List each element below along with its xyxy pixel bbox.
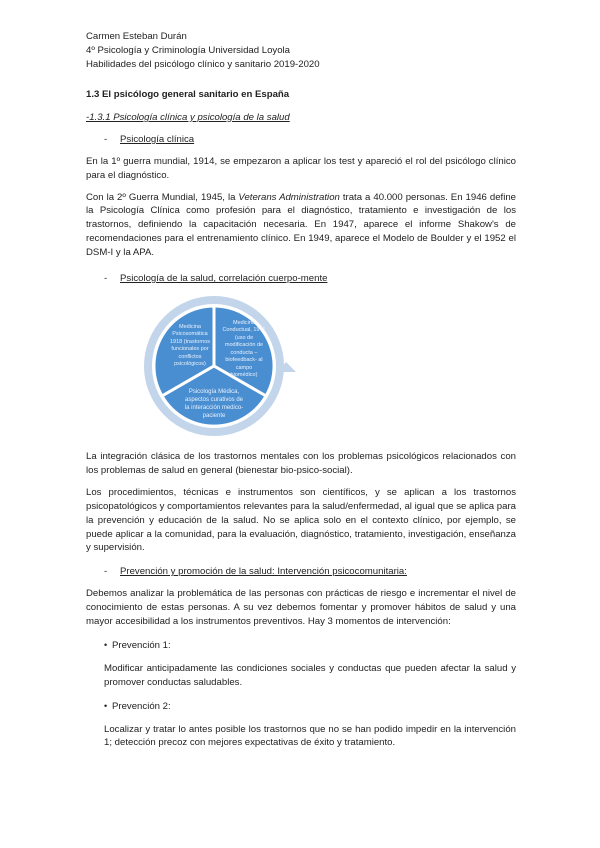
bullet-prevention-2	[86, 700, 516, 714]
bullet-prevention-1	[86, 639, 516, 653]
list-item-prevention	[86, 565, 516, 579]
paragraph-ww1: En la 1º guerra mundial, 1914, se empezaron a aplicar los test y apareció el rol del psicólogo clínico para el diagnóstico.	[86, 155, 516, 181]
segment-text-medical: Psicología Médica, aspectos curativos de la interacción medico-paciente	[184, 388, 244, 420]
list-item-health	[86, 272, 516, 286]
paragraph-integration: La integración clásica de los trastornos mentales con los problemas psicológicos relacionados con los problemas de salud en general (bienestar bio-psico-social).	[86, 450, 516, 476]
author-line: Carmen Esteban Durán	[86, 31, 187, 42]
veterans-administration: Veterans Administration	[238, 191, 340, 203]
segment-text-psychosomatic: Medicina Psicosomática 1918 (trastornos funcionales por conflictos psicológicos)	[169, 323, 211, 368]
bullet-marker: •	[104, 700, 108, 711]
subject-line: Habilidades del psicólogo clínico y sanitario 2019-2020	[86, 59, 320, 70]
dash-marker: -	[104, 566, 108, 578]
course-line: 4º Psicología y Criminología Universidad Loyola	[86, 45, 291, 56]
dash-marker: -	[104, 133, 108, 145]
bullet-title-prevention-2: Prevención 2:	[112, 700, 171, 712]
paragraph-ww2	[86, 191, 516, 261]
paragraph-procedures: Los procedimientos, técnicas e instrumentos son científicos, y se aplican a los trastornos psicopatológicos y comportamientos relevantes para la salud/enfermedad, al igual que se aplica para la prevención y educación de la salud. No se aplica solo en el contexto clínico, por ejemplo, se puede aplicar a la comunidad, para la evaluación, diagnóstico, tratamiento, investigación, enseñanza y supervisión.	[86, 486, 516, 554]
bullet-title-prevention-1: Prevención 1:	[112, 639, 171, 651]
document-header	[86, 30, 516, 72]
subsection-title: -1.3.1 Psicología clínica y psicología de la salud	[86, 111, 290, 123]
item-title-prevention: Prevención y promoción de la salud: Intervención psicocomunitaria:	[120, 566, 407, 578]
item-title-clinical: Psicología clínica	[120, 133, 195, 145]
list-item-clinical	[86, 133, 516, 147]
bullet-text-prevention-1: Modificar anticipadamente las condiciones sociales y conductas que pueden afectar la salud y promover conductas saludables.	[104, 662, 516, 688]
bullet-marker: •	[104, 639, 108, 650]
paragraph-prevention: Debemos analizar la problemática de las personas con prácticas de riesgo e incrementar el nivel de conocimiento de estas personas. A su vez debemos fomentar y promover hábitos de salud y una mayor accesibilidad a los instrumentos preventivos. Hay 3 momentos de intervención:	[86, 588, 516, 628]
document-page	[86, 30, 516, 750]
bullet-text-prevention-2: Localizar y tratar lo antes posible los trastornos que no se han podido impedir en la intervención 1; detección precoz con mejores expectativas de éxito y tratamiento.	[104, 723, 516, 749]
segment-text-behavioral: Medicina Conductual, 1971 (uso de modificación de conducta – biofeedback- al campo biomédico)	[222, 319, 266, 378]
item-title-health: Psicología de la salud, correlación cuerpo-mente	[120, 273, 328, 285]
section-title: 1.3 El psicólogo general sanitario en España	[86, 89, 290, 100]
paragraph-ww2-part-b: trata a 40.000 personas. En 1946 define la Psicología Clínica como profesión para el diagnóstico, tratamiento e investigación de los trastornos, definiendo la capacitación necesaria. En 1947, aparece el informe Shakow's de recomendaciones para el entrenamiento clínico. En 1949, aparece el Modelo de Boulder y el 1952 el DSM-I y la APA.	[86, 191, 516, 259]
cycle-diagram	[134, 292, 404, 442]
dash-marker: -	[104, 273, 108, 285]
paragraph-ww2-part-a: Con la 2º Guerra Mundial, 1945, la	[86, 191, 239, 203]
